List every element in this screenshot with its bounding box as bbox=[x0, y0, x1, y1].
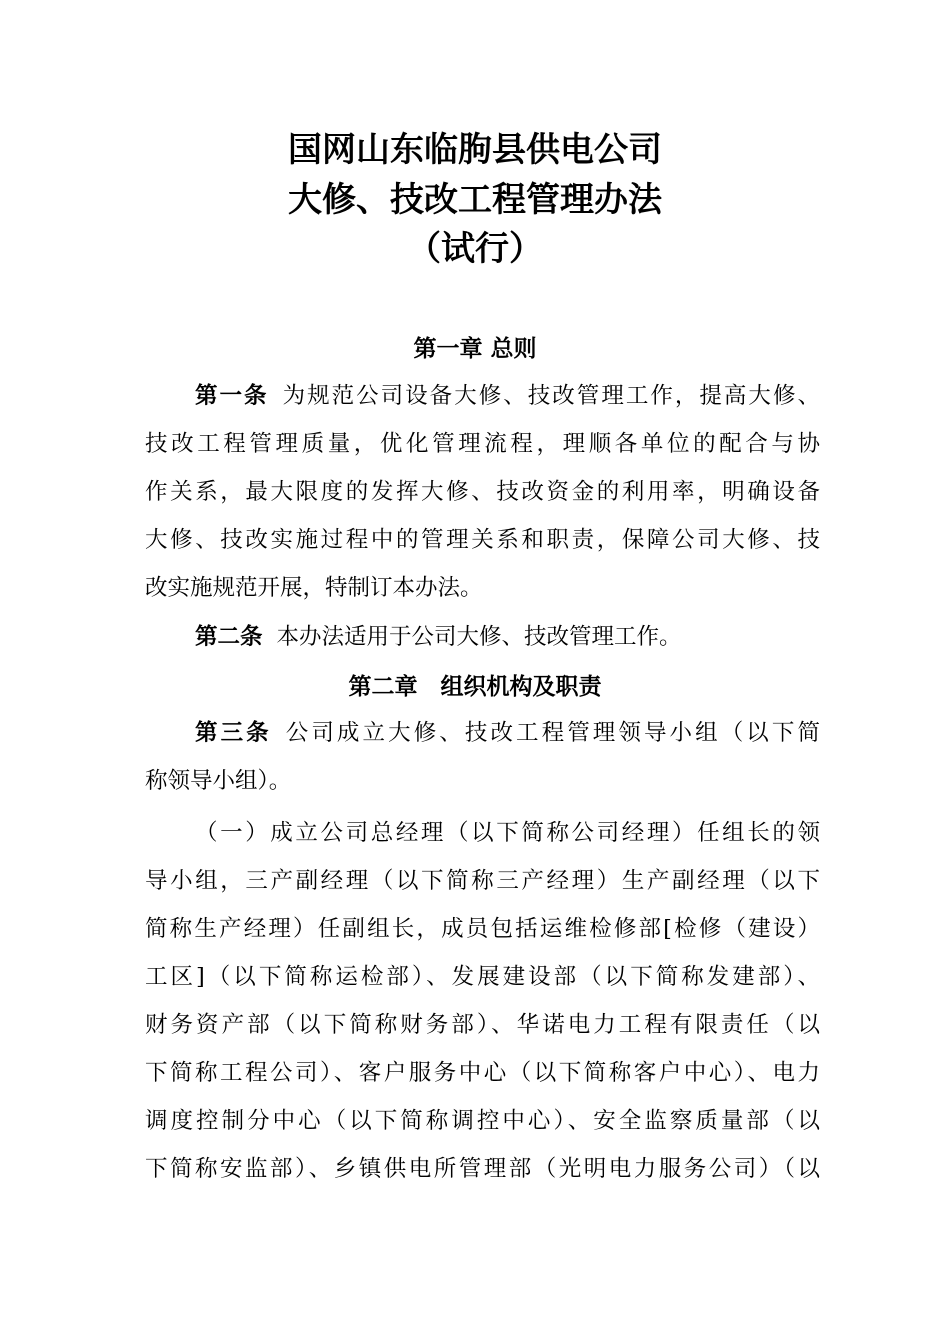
article-1-text-1: 为规范公司设备大修、技改管理工作，提高大修、 bbox=[282, 383, 820, 409]
article-1-line-5: 改实施规范开展，特制订本办法。 bbox=[145, 575, 483, 601]
article-3-line-1 bbox=[195, 722, 820, 745]
article-2-label: 第二条 bbox=[195, 624, 263, 650]
paragraph-1-line-1: （一）成立公司总经理（以下简称公司经理）任组长的领 bbox=[195, 820, 820, 846]
paragraph-1-line-7: 调度控制分中心（以下简称调控中心）、安全监察质量部（以 bbox=[145, 1108, 820, 1134]
article-3-text-1: 公司成立大修、技改工程管理领导小组（以下简 bbox=[285, 720, 820, 746]
article-3-line-2: 称领导小组）。 bbox=[145, 768, 292, 794]
chapter-1-heading: 第一章 总则 bbox=[413, 336, 537, 362]
paragraph-1-line-2: 导小组，三产副经理（以下简称三产经理）生产副经理（以下 bbox=[145, 868, 820, 894]
chapter-2-heading: 第二章 组织机构及职责 bbox=[348, 674, 602, 700]
document-title-line-2: 大修、技改工程管理办法 bbox=[288, 180, 662, 220]
document-title-line-1: 国网山东临朐县供电公司 bbox=[288, 130, 662, 170]
article-1-line-3: 作关系，最大限度的发挥大修、技改资金的利用率，明确设备 bbox=[145, 479, 820, 505]
paragraph-1-line-4: 工区]（以下简称运检部）、发展建设部（以下简称发建部）、 bbox=[145, 964, 820, 990]
article-2-line-1 bbox=[195, 626, 820, 649]
article-1-label: 第一条 bbox=[195, 383, 269, 409]
article-1-line-1 bbox=[195, 385, 820, 408]
paragraph-1-line-6: 下简称工程公司）、客户服务中心（以下简称客户中心）、电力 bbox=[145, 1060, 820, 1086]
paragraph-1-line-5: 财务资产部（以下简称财务部）、华诺电力工程有限责任（以 bbox=[145, 1012, 820, 1038]
article-3-label: 第三条 bbox=[195, 720, 272, 746]
paragraph-1-line-8: 下简称安监部）、乡镇供电所管理部（光明电力服务公司）（以 bbox=[145, 1156, 820, 1182]
article-1-line-4: 大修、技改实施过程中的管理关系和职责，保障公司大修、技 bbox=[145, 527, 820, 553]
article-1-line-2: 技改工程管理质量，优化管理流程，理顺各单位的配合与协 bbox=[145, 431, 820, 457]
document-title-line-3: （试行） bbox=[407, 229, 543, 269]
paragraph-1-line-3: 简称生产经理）任副组长，成员包括运维检修部[检修（建设） bbox=[145, 916, 820, 942]
article-2-text-1: 本办法适用于公司大修、技改管理工作。 bbox=[276, 624, 682, 650]
